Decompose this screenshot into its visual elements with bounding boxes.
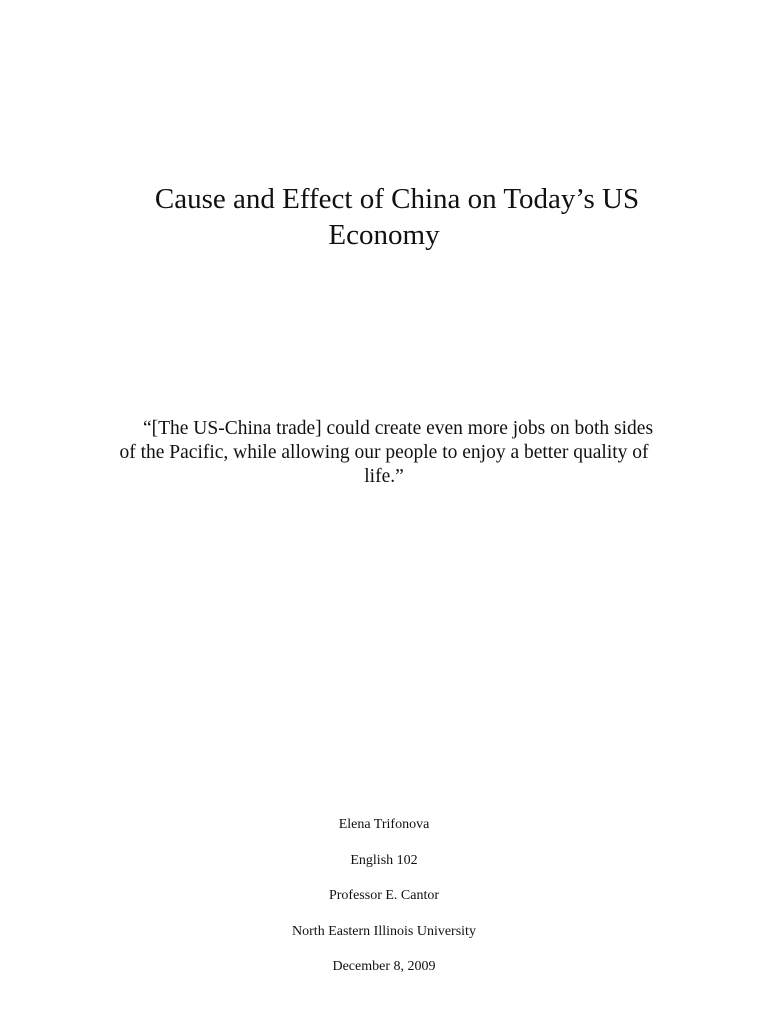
submission-date: December 8, 2009 (332, 959, 436, 974)
quote-line-3: life.” (364, 466, 404, 487)
document-title (0, 181, 768, 253)
institution-name: North Eastern Illinois University (292, 923, 476, 939)
epigraph-quote (0, 417, 768, 489)
author-name: Elena Trifonova (338, 817, 430, 832)
quote-line-1: “[The US-China trade] could create even more jobs on both sides (142, 418, 654, 439)
title-line-1: Cause and Effect of China on Today’s US (154, 183, 640, 215)
quote-line-2: of the Pacific, while allowing our people to enjoy a better quality of (119, 442, 649, 463)
title-line-2: Economy (328, 219, 440, 251)
professor-name: Professor E. Cantor (328, 888, 440, 903)
title-page-info (0, 816, 768, 994)
course-name: English 102 (350, 852, 418, 868)
